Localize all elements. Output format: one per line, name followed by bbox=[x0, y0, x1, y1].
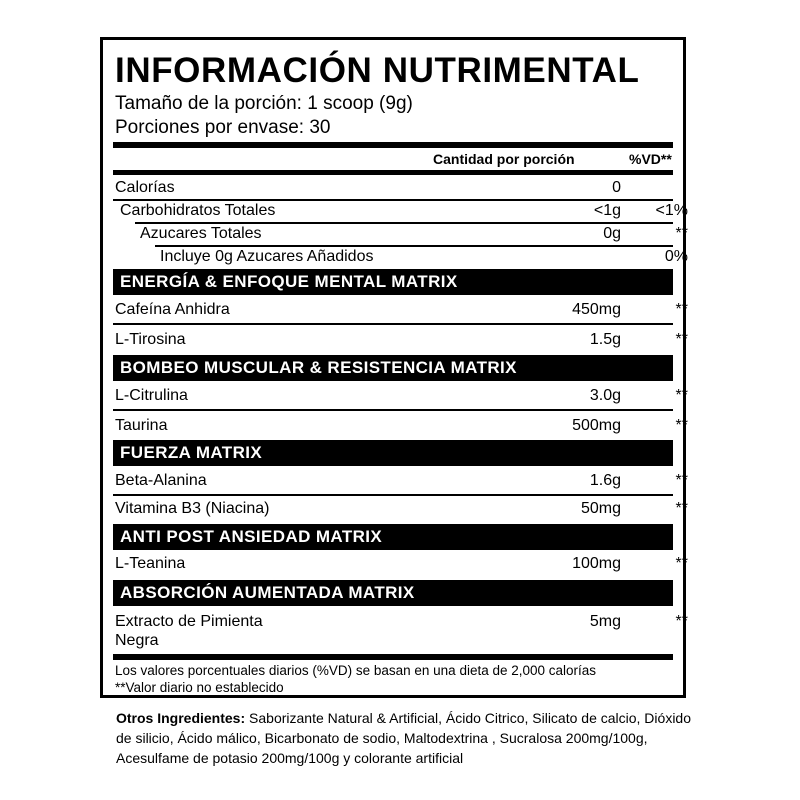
ingredient-dv: ** bbox=[675, 417, 688, 434]
ingredient-amount: 100mg bbox=[572, 555, 621, 572]
no-dv-footnote: **Valor diario no establecido bbox=[115, 680, 284, 695]
dv-header: %VD** bbox=[629, 151, 672, 167]
ingredient-name: L-Tirosina bbox=[115, 331, 186, 348]
ingredient-amount: 1.5g bbox=[589, 331, 621, 348]
carbs-dv: <1% bbox=[655, 202, 688, 219]
added-sugars-label: Incluye 0g Azucares Añadidos bbox=[160, 248, 374, 265]
ingredient-amount: 5mg bbox=[589, 613, 621, 630]
other-ingredients-text: Saborizante Natural & Artificial, Ácido Citrico, Silicato de calcio, Dióxido de silicio, Ácido málico, Bicarbonato de sodio, Maltodextrina , Sucralosa 200mg/100g, Acesulfame de potasio 200mg/100g y colorante artificial bbox=[116, 710, 692, 766]
calories-label: Calorías bbox=[115, 179, 175, 196]
section-header-pump: BOMBEO MUSCULAR & RESISTENCIA MATRIX bbox=[113, 355, 673, 381]
amount-per-serving-header: Cantidad por porción bbox=[433, 151, 575, 167]
divider bbox=[113, 323, 673, 325]
sugars-label: Azucares Totales bbox=[140, 225, 262, 242]
thick-rule bbox=[113, 170, 673, 175]
sugars-amount: 0g bbox=[603, 225, 621, 242]
section-header-strength: FUERZA MATRIX bbox=[113, 440, 673, 466]
ingredient-dv: ** bbox=[675, 555, 688, 572]
other-ingredients-label: Otros Ingredientes: bbox=[116, 710, 246, 726]
servings-per-container: Porciones por envase: 30 bbox=[115, 117, 331, 138]
divider bbox=[113, 409, 673, 411]
sugars-dv: ** bbox=[675, 225, 688, 242]
section-header-energy: ENERGÍA & ENFOQUE MENTAL MATRIX bbox=[113, 269, 673, 295]
serving-size: Tamaño de la porción: 1 scoop (9g) bbox=[115, 93, 413, 114]
ingredient-amount: 1.6g bbox=[589, 472, 621, 489]
ingredient-dv: ** bbox=[675, 472, 688, 489]
ingredient-dv: ** bbox=[675, 387, 688, 404]
thick-rule bbox=[113, 142, 673, 148]
ingredient-dv: ** bbox=[675, 500, 688, 517]
section-header-absorption: ABSORCIÓN AUMENTADA MATRIX bbox=[113, 580, 673, 606]
section-header-anti-anxiety: ANTI POST ANSIEDAD MATRIX bbox=[113, 524, 673, 550]
added-sugars-dv: 0% bbox=[664, 248, 688, 265]
ingredient-dv: ** bbox=[675, 331, 688, 348]
nutrition-facts-panel bbox=[100, 37, 686, 698]
dv-footnote: Los valores porcentuales diarios (%VD) se basan en una dieta de 2,000 calorías bbox=[115, 663, 597, 678]
ingredient-name: Extracto de Pimienta bbox=[115, 613, 263, 630]
ingredient-name: Beta-Alanina bbox=[115, 472, 207, 489]
ingredient-amount: 3.0g bbox=[589, 387, 621, 404]
ingredient-amount: 500mg bbox=[572, 417, 621, 434]
divider bbox=[113, 494, 673, 496]
panel-title: INFORMACIÓN NUTRIMENTAL bbox=[115, 51, 640, 90]
carbs-label: Carbohidratos Totales bbox=[120, 202, 276, 219]
ingredient-name-continued: Negra bbox=[115, 632, 159, 649]
ingredient-name: Cafeína Anhidra bbox=[115, 301, 230, 318]
ingredient-name: L-Citrulina bbox=[115, 387, 188, 404]
ingredient-dv: ** bbox=[675, 301, 688, 318]
thick-rule bbox=[113, 654, 673, 660]
calories-value: 0 bbox=[612, 179, 621, 196]
ingredient-amount: 450mg bbox=[572, 301, 621, 318]
carbs-amount: <1g bbox=[593, 202, 621, 219]
ingredient-amount: 50mg bbox=[580, 500, 621, 517]
ingredient-dv: ** bbox=[675, 613, 688, 630]
ingredient-name: Vitamina B3 (Niacina) bbox=[115, 500, 270, 517]
ingredient-name: Taurina bbox=[115, 417, 168, 434]
ingredient-name: L-Teanina bbox=[115, 555, 186, 572]
other-ingredients bbox=[116, 708, 696, 768]
